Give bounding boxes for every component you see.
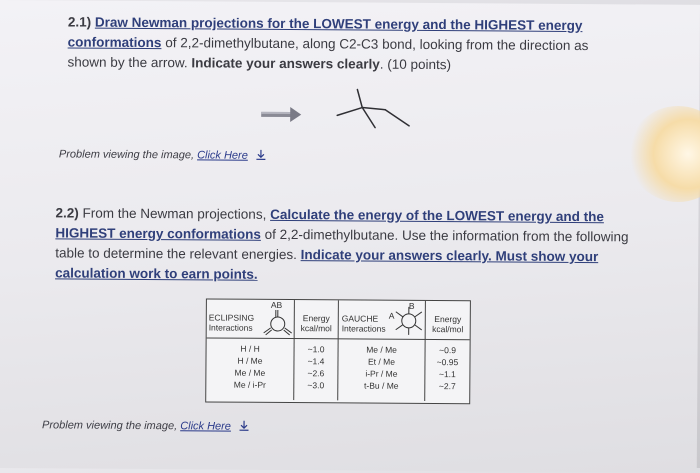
energy-header-2: Energy kcal/mol <box>426 314 470 334</box>
energy-value: ~3.0 <box>294 380 337 390</box>
click-here-link[interactable]: Click Here <box>180 420 231 432</box>
molecule-with-arrow <box>257 87 427 138</box>
problem-viewing-text: Problem viewing the image, <box>59 148 194 161</box>
calculate-link[interactable]: Calculate the energy of the LOWEST energy and the HIGHEST energy conformations <box>55 207 604 242</box>
table-row: Me / Me <box>339 344 425 355</box>
question-number: 2.2) <box>55 205 78 220</box>
problem-viewing-note <box>59 147 267 161</box>
question-2-1 <box>67 12 627 76</box>
question-text: of 2,2-dimethylbutane. Use the information from the following table to determine the relevant energies. <box>55 227 628 262</box>
energy-value: ~1.0 <box>295 344 338 354</box>
download-icon[interactable] <box>255 149 267 161</box>
problem-viewing-text: Problem viewing the image, <box>42 419 177 432</box>
table-row: t-Bu / Me <box>338 380 424 391</box>
ab-label: AB <box>271 300 282 310</box>
table-row: Me / Me <box>206 367 293 378</box>
bold-instruction: Indicate your answers clearly <box>191 55 379 71</box>
interaction-energy-table <box>205 298 471 404</box>
question-text: of 2,2-dimethylbutane, along C2-C3 bond, looking from the direction as shown by the arrow. <box>68 35 589 70</box>
gauche-header: GAUCHE Interactions <box>342 313 386 333</box>
direction-arrow-icon <box>261 107 301 122</box>
table-row: Me / i-Pr <box>206 379 293 390</box>
problem-viewing-note <box>42 418 250 432</box>
energy-value: ~1.4 <box>294 356 337 366</box>
question-2-2 <box>55 203 631 287</box>
energy-value: ~0.95 <box>425 357 469 367</box>
energy-value: ~2.7 <box>425 381 469 391</box>
table-row: i-Pr / Me <box>338 368 424 379</box>
newman-eclipsed-icon <box>263 310 293 336</box>
calculation-instruction-link[interactable]: Indicate your answers clearly. Must show your calculation work to earn points. <box>55 247 598 282</box>
energy-value: ~0.9 <box>426 345 470 355</box>
energy-value: ~2.6 <box>294 368 337 378</box>
click-here-link[interactable]: Click Here <box>197 149 248 161</box>
table-row: H / Me <box>206 355 293 366</box>
eclipsing-header: ECLIPSING Interactions <box>209 312 254 332</box>
a-label: A <box>389 311 395 321</box>
b-label: B <box>409 301 415 311</box>
download-icon[interactable] <box>238 420 250 432</box>
points-text: . (10 points) <box>380 57 451 72</box>
instruction-link[interactable]: Draw Newman projections for the LOWEST energy and the HIGHEST energy conformations <box>68 15 583 50</box>
energy-header: Energy kcal/mol <box>295 313 338 333</box>
newman-staggered-icon <box>394 306 424 336</box>
table-row: Et / Me <box>338 356 424 367</box>
skeletal-structure-icon <box>337 89 409 128</box>
table-row: H / H <box>207 343 294 354</box>
question-intro: From the Newman projections, <box>79 206 267 222</box>
energy-value: ~1.1 <box>425 369 469 379</box>
question-number: 2.1) <box>68 14 91 29</box>
